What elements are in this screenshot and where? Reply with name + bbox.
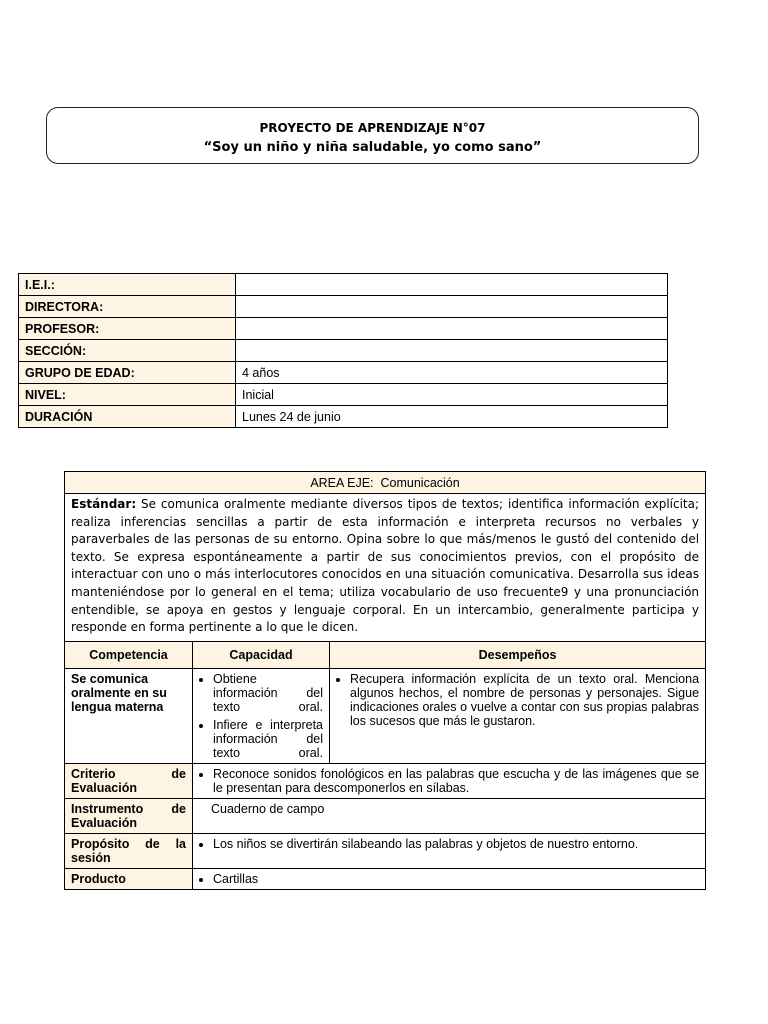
capacidad-cell: [193, 668, 330, 763]
info-table: [18, 273, 668, 428]
standard-cell: [65, 494, 706, 642]
info-row-profesor: [19, 318, 668, 340]
area-table: [64, 471, 706, 890]
capacidad-item: • Obtiene información del texto oral.: [213, 672, 323, 714]
col-header-competencia: Competencia: [65, 641, 193, 668]
info-row-seccion: [19, 340, 668, 362]
col-header-desempenos: Desempeños: [330, 641, 706, 668]
info-key: GRUPO DE EDAD:: [19, 362, 236, 384]
info-row-duracion: [19, 406, 668, 428]
info-key: NIVEL:: [19, 384, 236, 406]
standard-label: Estándar:: [71, 497, 137, 511]
capacidad-list: [199, 672, 323, 760]
info-row-iei: [19, 274, 668, 296]
instrumento-label: Instrumento de Evaluación: [65, 798, 193, 833]
proposito-label: Propósito de la sesión: [65, 833, 193, 868]
criterio-item: • Reconoce sonidos fonológicos en las palabras que escucha y de las imágenes que se le presentan para descomponerlos en sílabas.: [213, 767, 699, 795]
info-key: I.E.I.:: [19, 274, 236, 296]
info-row-grupo-edad: [19, 362, 668, 384]
criterio-list: [199, 767, 699, 795]
producto-list: [199, 872, 699, 886]
col-header-capacidad: Capacidad: [193, 641, 330, 668]
info-key: DURACIÓN: [19, 406, 236, 428]
proposito-item: • Los niños se divertirán silabeando las palabras y objetos de nuestro entorno.: [213, 837, 699, 851]
capacidad-item: • Infiere e interpreta información del texto oral.: [213, 718, 323, 760]
desempeno-cell: [330, 668, 706, 763]
producto-cell: [193, 868, 706, 889]
criterio-cell: [193, 763, 706, 798]
project-title-box: [46, 107, 699, 164]
info-value: [236, 318, 668, 340]
desempeno-item: • Recupera información explícita de un texto oral. Menciona algunos hechos, el nombre de personas y personajes. Sigue indicaciones orales o vuelve a contar con sus propias palabras los sucesos que más le gustaron.: [350, 672, 699, 728]
info-value: 4 años: [236, 362, 668, 384]
proposito-cell: [193, 833, 706, 868]
info-value: [236, 296, 668, 318]
criterio-label: Criterio de Evaluación: [65, 763, 193, 798]
area-name: Comunicación: [380, 475, 460, 490]
info-value: [236, 274, 668, 296]
competencia-cell: Se comunica oralmente en su lengua materna: [65, 668, 193, 763]
desempeno-list: [336, 672, 699, 728]
info-key: DIRECTORA:: [19, 296, 236, 318]
info-row-directora: [19, 296, 668, 318]
instrumento-value: Cuaderno de campo: [193, 798, 706, 833]
info-row-nivel: [19, 384, 668, 406]
info-key: PROFESOR:: [19, 318, 236, 340]
info-value: Lunes 24 de junio: [236, 406, 668, 428]
producto-label: Producto: [65, 868, 193, 889]
producto-item: • Cartillas: [213, 872, 699, 886]
info-value: [236, 340, 668, 362]
area-label: AREA EJE:: [310, 475, 374, 490]
info-key: SECCIÓN:: [19, 340, 236, 362]
project-title: “Soy un niño y niña saludable, yo como sano”: [203, 140, 542, 155]
project-label: PROYECTO DE APRENDIZAJE N°07: [259, 121, 486, 135]
standard-text: Se comunica oralmente mediante diversos tipos de textos; identifica información explícita; realiza inferencias sencillas a partir de esta información e interpreta recursos no verbales y paraverbales de las personas de su entorno. Opina sobre lo que más/menos le gustó del contenido del texto. Se expresa espontáneamente a partir de sus conocimientos previos, con el propósito de interactuar con uno o más interlocutores conocidos en una situación comunicativa. Desarrolla sus ideas manteniéndose por lo general en el tema; utiliza vocabulario de uso frecuente9 y una pronunciación entendible, se apoya en gestos y lenguaje corporal. En un intercambio, generalmente participa y responde en forma pertinente a lo que le dicen.: [71, 497, 700, 635]
proposito-list: [199, 837, 699, 851]
area-header: [65, 472, 706, 494]
info-value: Inicial: [236, 384, 668, 406]
